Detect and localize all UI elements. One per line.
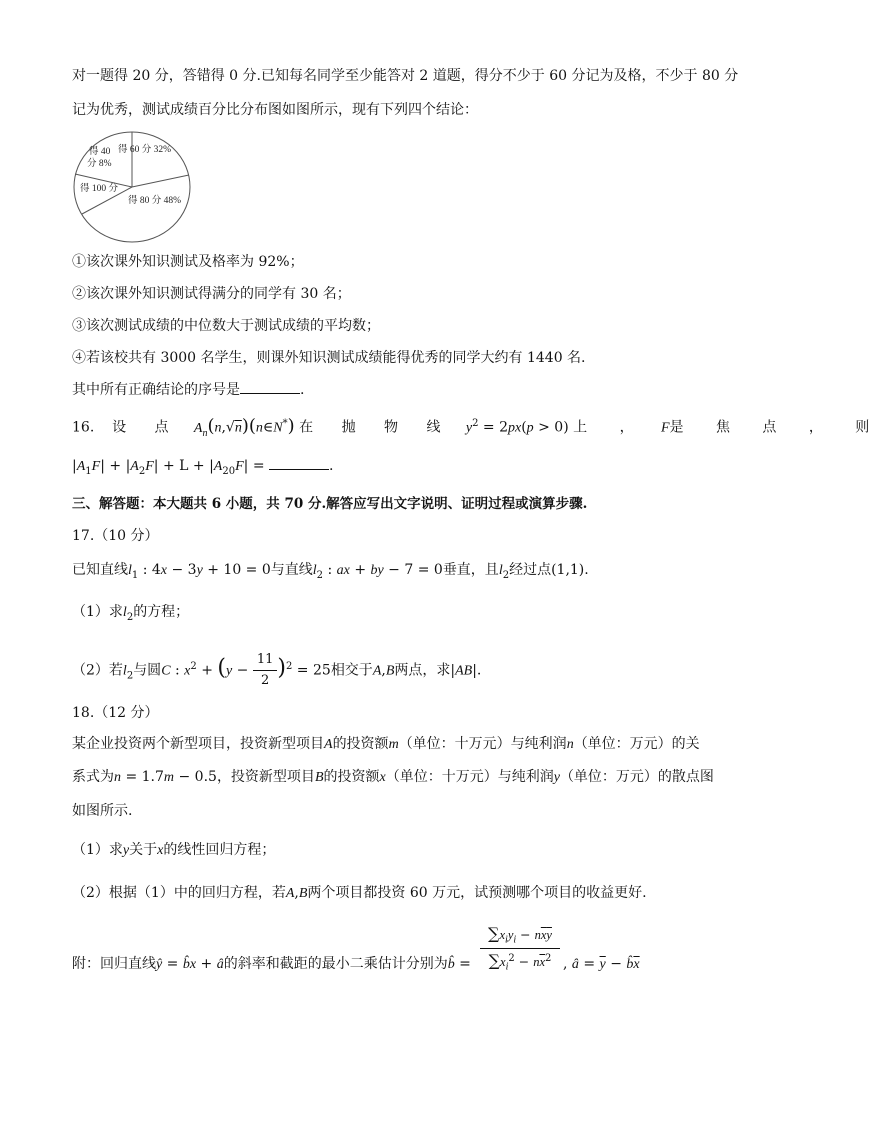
- conclusion-1: ①该次课外知识测试及格率为 92%；: [72, 254, 304, 270]
- q18-line2: 系式为n = 1.7m − 0.5，投资新型项目B的投资额x（单位：十万元）与纯利润y（单位：万元）的散点图: [72, 769, 714, 785]
- least-squares-fraction: $\sum x_iy_i - n\overline{x}\overline{y}$ $\sum x_i^2 - n\overline{x}^2$: [480, 924, 560, 972]
- q18-head: 18.（12 分）: [72, 705, 159, 721]
- q15-ask: 其中所有正确结论的序号是 .: [72, 379, 304, 400]
- q17-part2: （2）若$l_2$与圆C : $x^2 + (y$ − $\frac{11}{2}$ )$^2$ = 25相交于A,B两点，求|AB|.: [72, 652, 482, 688]
- q18-part1: （1）求y关于x的线性回归方程；: [72, 842, 276, 858]
- q17-part1: （1）求$l_2$的方程；: [72, 604, 190, 623]
- conclusion-2: ②该次课外知识测试得满分的同学有 30 名；: [72, 286, 351, 302]
- pie-label-40a: 得 40: [89, 147, 111, 157]
- q16-line1: 16. 设 点 $A_n(n,√n)(n\in N^*)$ 在 抛 物 线 $y^2 = 2px(p > 0)$ 上 ， F是 焦 点 ， 则: [72, 415, 883, 439]
- q15-line2: 记为优秀，测试成绩百分比分布图如图所示，现有下列四个结论：: [72, 102, 478, 118]
- pie-label-100: 得 100 分: [80, 184, 119, 194]
- q15-line1: 对一题得 20 分，答错得 0 分.已知每名同学至少能答对 2 道题，得分不少于 60 分记为及格，不少于 80 分: [72, 68, 739, 84]
- q16-line2: $|A_1F| + |A_2F| + L + |A_{20}F|$ = .: [72, 455, 333, 482]
- answer-blank: [240, 379, 300, 394]
- q18-part2: （2）根据（1）中的回归方程，若A,B两个项目都投资 60 万元，试预测哪个项目的收益更好.: [72, 885, 647, 901]
- q18-line3: 如图所示.: [72, 803, 133, 819]
- pie-label-60: 得 60 分 32%: [118, 145, 172, 155]
- section-3-heading: 三、解答题：本大题共 6 小题，共 70 分.解答应写出文字说明、证明过程或演算步骤.: [72, 496, 588, 512]
- intercept-formula: , â = $\overline{y}$ − $b̂\overline{x}$: [563, 956, 640, 972]
- conclusion-4: ④若该校共有 3000 名学生，则课外知识测试成绩能得优秀的同学大约有 1440 名.: [72, 350, 586, 366]
- q18-note: 附：回归直线ŷ = b̂x + â的斜率和截距的最小二乘估计分别为b̂ =: [72, 956, 471, 972]
- pie-label-40b: 分 8%: [87, 159, 112, 169]
- pie-label-80: 得 80 分 48%: [128, 196, 182, 206]
- score-pie-chart: [72, 130, 196, 246]
- conclusion-3: ③该次测试成绩的中位数大于测试成绩的平均数；: [72, 318, 380, 334]
- q18-line1: 某企业投资两个新型项目，投资新型项目A的投资额m（单位：十万元）与纯利润n（单位：万元）的关: [72, 736, 700, 752]
- q17-stem: 已知直线$l_1$ : 4x − 3y + 10 = 0与直线$l_2$ : ax + by − 7 = 0垂直，且$l_2$经过点(1,1).: [72, 562, 589, 581]
- q17-head: 17.（10 分）: [72, 528, 159, 544]
